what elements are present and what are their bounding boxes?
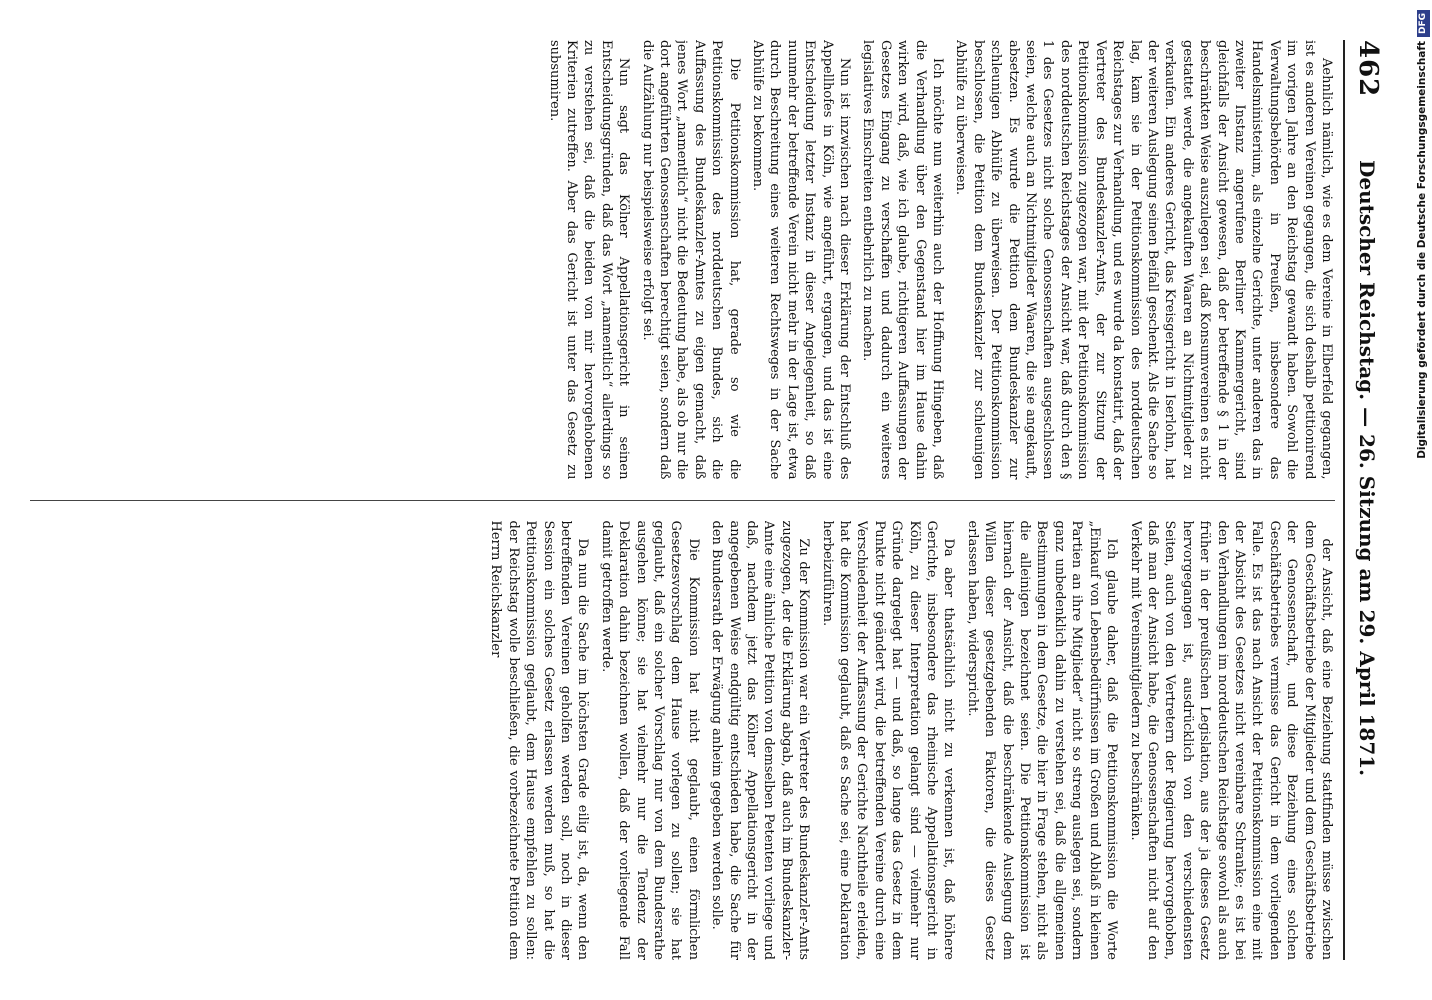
paragraph: Da nun die Sache im höchsten Grade eilig ist, da, wenn den betreffenden Vereinen geholfen werden soll, noch in dieser Session ein solches Gesetz erlassen werden muß, so hat die Petitionskommission geglaubt, dem Hause empfehlen zu sollen: der Reichstag wolle beschließen, die vorbezeichnete Petition dem Herrn Reichskanzler [488, 520, 591, 960]
dfg-logo: DFG [1417, 10, 1430, 37]
paragraph: Die Kommission hat nicht geglaubt, einen förmlichen Gesetzesvorschlag dem Hause vorlegen zu sollen; sie hat geglaubt, daß ein solcher Vorschlag nur von dem Bundesrathe ausgehen könne; sie hat vielmehr nur die Tendenz der Deklaration dahin bezeichnen wollen, daß der vorliegende Fall damit getroffen werde. [598, 520, 701, 960]
paragraph: Aehnlich nämlich, wie es dem Vereine in Elberfeld gegangen, ist es anderen Vereinen gegangen, die sich deshalb petitionirend im vorigen Jahre an den Reichstag gewandt haben. Sowohl die Verwaltungsbehörden in Preußen, insbesondere das Handelsministerium, als einzelne Gerichte, unter anderen das in zweiter Instanz angerufene Berliner Kammergericht, sind gleichfalls der Ansicht gewesen, daß der betreffende § 1 in der beschränkten Weise auszulegen sei, daß Konsumvereinen es nicht gestattet werde, die angekauften Waaren an Nichtmitglieder zu verkaufen. Ein anderes Gericht, das Kreisgericht in Iserlohn, hat der weiteren Auslegung seinen Beifall geschenkt. Als die Sache so lag, kam sie in der Petitionskommission des norddeutschen Reichstages zur Verhandlung, und es wurde da konstatirt, daß der Vertreter des Bundeskanzler-Amts, der zur Sitzung der Petitionskommission zugezogen war, mit der Petitionskommission des norddeutschen Reichstages der Ansicht war, daß durch den § 1 des Gesetzes nicht solche Genossenschaften ausgeschlossen seien, welche auch an Nichtmitglieder Waaren, die sie angekauft, absetzen. Es wurde die Petition dem Bundeskanzler zur schleunigen Abhülfe zu überweisen. Der Petitionskommission beschlossen, die Petition dem Bundeskanzler zur schleunigen Abhülfe zu überweisen. [953, 40, 1334, 480]
paragraph: Nun ist inzwischen nach dieser Erklärung der Entschluß des Appellhofes in Köln, wie angeführt, ergangen, und das ist eine Entscheidung letzter Instanz in dieser Angelegenheit, so daß nunmehr der betreffende Verein nicht mehr in der Lage ist, etwa durch Beschreitung eines weiteren Rechtsweges in der Sache Abhülfe zu bekommen. [750, 40, 853, 480]
credit-line [1413, 0, 1432, 1000]
digitization-credit [1413, 0, 1432, 1000]
right-column [30, 521, 1335, 961]
paragraph: Zu der Kommission war ein Vertreter des Bundeskanzler-Amts zugezogen, der die Erklärung abgab, daß auch im Bundeskanzler-Amte eine ähnliche Petition von demselben Petenten vorliege und daß, nachdem jetzt das Kölner Appellationsgericht in der angegebenen Weise endgültig entschieden habe, die Sache für den Bundesrath der Erwägung anheim gegeben werden solle. [709, 520, 812, 960]
column-divider [30, 500, 1335, 501]
header-rule [1343, 40, 1345, 960]
page-header [1347, 40, 1387, 960]
paragraph: Ich glaube daher, daß die Petitionskommission die Worte „Einkauf von Lebensbedürfnissen im Großen und Ablaß in kleinen Partien an ihre Mitglieder“ nicht so streng auslegen sei, sondern ganz unbedenklich dahin zu verstehen sei, daß die allgemeinen Bestimmungen in dem Gesetze, die hier in Frage stehen, nicht als die alleinigen bezeichnet seien. Die Petitionskommission ist hiernach der Ansicht, daß die beschränkende Auslegung dem Willen dieser gesetzgebenden Faktoren, die dieses Gesetz erlassen haben, widerspricht. [964, 520, 1120, 960]
paragraph: Da aber thatsächlich nicht zu verkennen ist, daß höhere Gerichte, insbesondere das rheinische Appellationsgericht in Köln, zu dieser Interpretation gelangt sind — vielmehr nur Gründe dargelegt hat — und daß, so lange das Gesetz in dem Punkte nicht geändert wird, die betreffenden Vereine durch eine Verschiedenheit der Auffassung der Gerichte Nachtheile erleiden, hat die Kommission geglaubt, daß es Sache sei, eine Deklaration herbeizuführen. [819, 520, 957, 960]
paragraph: Ich möchte nun weiterhin auch der Hoffnung Hingeben, daß die Verhandlung über den Gegenstand hier im Hause dahin wirken wird, daß, wie ich glaube, richtigeren Auffassungen der Gesetzes Eingang zu verschaffen und dadurch ein weiteres legislatives Einschreiten entbehrlich zu machen. [860, 40, 946, 480]
credit-text: Digitalisierung gefördert durch die Deutsche Forschungsgemeinschaft [1416, 41, 1428, 459]
left-column [30, 40, 1335, 480]
text-columns [30, 40, 1335, 960]
page-number: 462 [1353, 40, 1383, 98]
paragraph: Die Petitionskommission hat, gerade so wie die Petitionskommission des norddeutschen Bundes, sich die Auffassung des Bundeskanzler-Amtes zu eigen gemacht, daß jenes Wort „namentlich“ nicht die Bedeutung habe, als ob nur die dort angeführten Genossenschaften berechtigt seien, sondern daß die Aufzählung nur beispielsweise erfolgt sei. [639, 40, 742, 480]
paragraph: der Ansicht, daß eine Beziehung stattfinden müsse zwischen dem Geschäftsbetriebe der Mitglieder und dem Geschäftsbetriebe der Genossenschaft, und diese Beziehung eines solchen Geschäftsbetriebes vermisse das Gericht in dem vorliegenden Falle. Es ist das nach Ansicht der Petitionskommission eine mit der Absicht des Gesetzes nicht vereinbare Schranke; es ist bei den Verhandlungen im norddeutschen Reichstage sowohl als auch früher in der preußischen Legislation, aus der ja dieses Gesetz hervorgegangen ist, ausdrücklich von den verschiedensten Seiten, auch von den Vertretern der Regierung hervorgehoben, daß man der Ansicht habe, die Genossenschaften nicht auf den Verkehr mit Vereinsmitgliedern zu beschränken. [1127, 520, 1334, 960]
running-title: Deutscher Reichstag. — 26. Sitzung am 29. April 1871. [1355, 160, 1379, 777]
paragraph: Nun sagt das Kölner Appellationsgericht in seinen Entscheidungsgründen, daß das Wort „namentlich“ allerdings so zu verstehen sei, daß die beiden von mir hervorgehobenen Kriterien zutreffen. Aber das Gericht ist unter das Gesetz zu subsumiren. [546, 40, 632, 480]
